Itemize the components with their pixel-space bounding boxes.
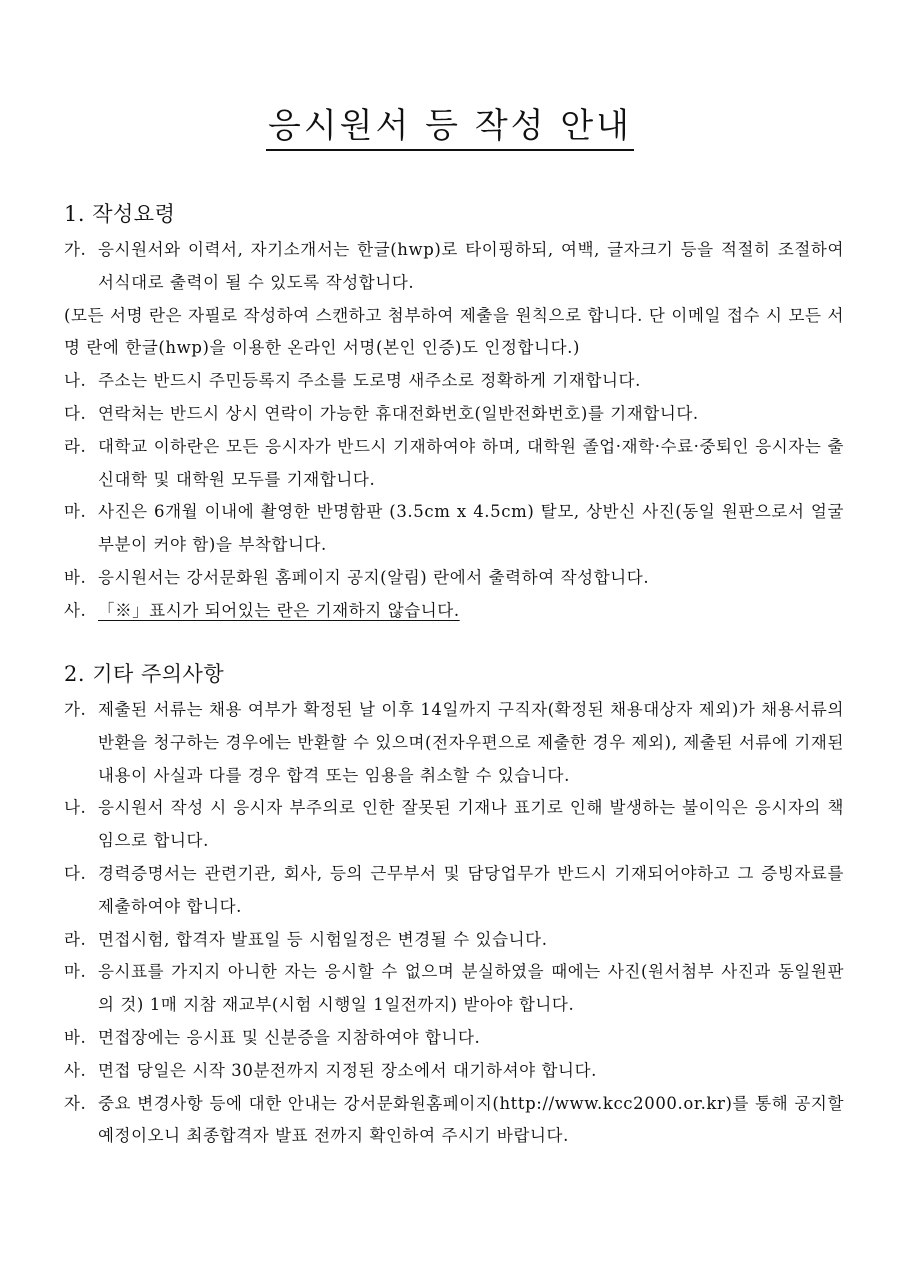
guideline-list: [64, 234, 844, 628]
section-writing-guidelines: [64, 198, 844, 628]
item-marker: 다.: [64, 403, 87, 423]
item-marker: 자.: [64, 1093, 87, 1113]
list-item: [64, 924, 844, 957]
item-marker: 사.: [64, 1060, 87, 1080]
list-item: [64, 1022, 844, 1055]
item-marker: 가.: [64, 700, 87, 719]
item-text: 중요 변경사항 등에 대한 안내는 강서문화원홈페이지(http://www.kcc2000.or.kr)를 통해 공지할 예정이오니 최종합격자 발표 전까지 확인하여 주시기 바랍니다.: [98, 1093, 844, 1146]
section-other-notes: [64, 658, 844, 1153]
item-text: 사진은 6개월 이내에 촬영한 반명함판 (3.5cm x 4.5cm) 탈모, 상반신 사진(동일 원판으로서 얼굴부분이 커야 함)을 부착합니다.: [98, 502, 844, 555]
item-marker: 마.: [64, 962, 87, 982]
item-marker: 마.: [64, 502, 87, 522]
list-item: [64, 595, 844, 628]
list-item: [64, 694, 844, 792]
item-text: 경력증명서는 관련기관, 회사, 등의 근무부서 및 담당업무가 반드시 기재되어야하고 그 증빙자료를 제출하여야 합니다.: [98, 863, 844, 916]
list-item: [64, 431, 844, 497]
item-text-underlined: 「※」표시가 되어있는 란은 기재하지 않습니다.: [98, 600, 460, 620]
item-text: 연락처는 반드시 상시 연락이 가능한 휴대전화번호(일반전화번호)를 기재합니다.: [98, 403, 699, 423]
item-marker: 라.: [64, 436, 87, 456]
section-heading: 1. 작성요령: [64, 202, 176, 226]
item-text: 응시원서와 이력서, 자기소개서는 한글(hwp)로 타이핑하되, 여백, 글자크기 등을 적절히 조절하여 서식대로 출력이 될 수 있도록 작성합니다.: [98, 240, 844, 292]
list-item: [64, 956, 844, 1022]
list-item: [64, 792, 844, 858]
item-text: 면접 당일은 시작 30분전까지 지정된 장소에서 대기하셔야 합니다.: [98, 1060, 597, 1080]
list-item-note: [64, 300, 844, 366]
item-text: 응시원서는 강서문화원 홈페이지 공지(알림) 란에서 출력하여 작성합니다.: [98, 567, 650, 587]
list-item: [64, 496, 844, 562]
item-marker: 사.: [64, 600, 87, 620]
item-text: 제출된 서류는 채용 여부가 확정된 날 이후 14일까지 구직자(확정된 채용대상자 제외)가 채용서류의 반환을 청구하는 경우에는 반환할 수 있으며(전자우편으로 제출한 경우 제외), 제출된 서류에 기재된 내용이 사실과 다를 경우 합격 또는 임용을 취소할 수 있습니다.: [98, 700, 844, 785]
notes-list: [64, 694, 844, 1153]
item-marker: 바.: [64, 567, 87, 587]
item-marker: 다.: [64, 863, 87, 883]
document-title: [0, 104, 900, 151]
list-item: [64, 562, 844, 595]
item-marker: 나.: [64, 371, 87, 391]
item-text: (모든 서명 란은 자필로 작성하여 스캔하고 첨부하여 제출을 원칙으로 합니다. 단 이메일 접수 시 모든 서명 란에 한글(hwp)을 이용한 온라인 서명(본인 인증)도 인정합니다.): [64, 305, 844, 358]
item-text: 응시표를 가지지 아니한 자는 응시할 수 없으며 분실하였을 때에는 사진(원서첨부 사진과 동일원판의 것) 1매 지참 재교부(시험 시행일 1일전까지) 받아야 합니다.: [98, 962, 844, 1015]
item-text: 응시원서 작성 시 응시자 부주의로 인한 잘못된 기재나 표기로 인해 발생하는 불이익은 응시자의 책임으로 합니다.: [98, 798, 844, 851]
list-item: [64, 365, 844, 398]
item-text: 면접시험, 합격자 발표일 등 시험일정은 변경될 수 있습니다.: [98, 929, 548, 949]
item-marker: 라.: [64, 929, 87, 949]
document-title-text: 응시원서 등 작성 안내: [266, 104, 634, 151]
list-item: [64, 234, 844, 300]
item-text: 면접장에는 응시표 및 신분증을 지참하여야 합니다.: [98, 1027, 481, 1047]
item-marker: 나.: [64, 798, 87, 818]
list-item: [64, 398, 844, 431]
item-text: 대학교 이하란은 모든 응시자가 반드시 기재하여야 하며, 대학원 졸업·재학·수료·중퇴인 응시자는 출신대학 및 대학원 모두를 기재합니다.: [98, 436, 844, 489]
item-text: 주소는 반드시 주민등록지 주소를 도로명 새주소로 정확하게 기재합니다.: [98, 371, 641, 391]
list-item: [64, 1088, 844, 1154]
list-item: [64, 1055, 844, 1088]
section-heading: 2. 기타 주의사항: [64, 662, 225, 686]
list-item: [64, 858, 844, 924]
item-marker: 바.: [64, 1027, 87, 1047]
item-marker: 가.: [64, 240, 87, 259]
